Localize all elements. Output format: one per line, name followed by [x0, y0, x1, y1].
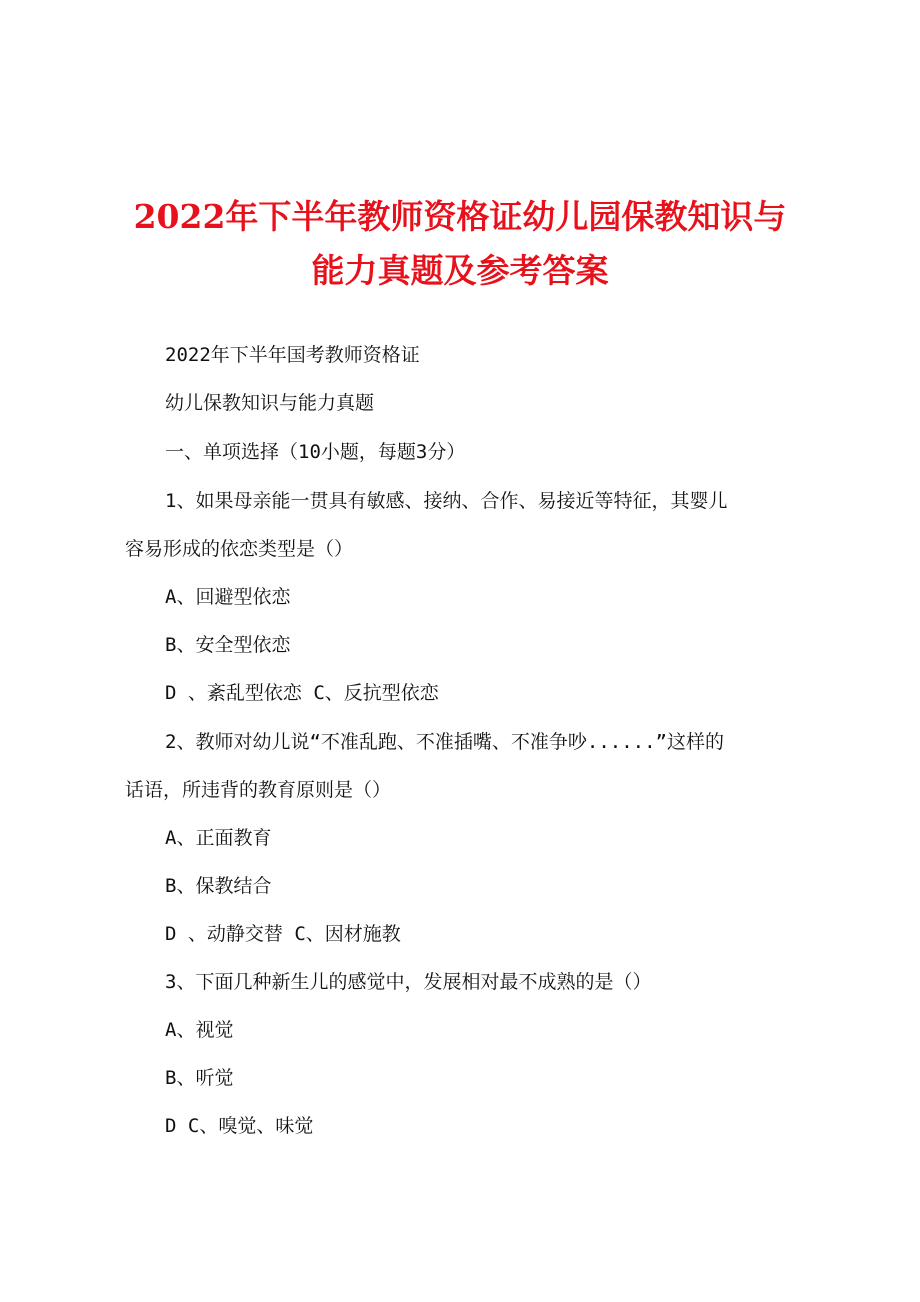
- section-heading: 一、单项选择（10小题，每题3分）: [165, 441, 466, 463]
- question-2-option-b: B、保教结合: [165, 875, 272, 897]
- question-1-option-a: A、回避型依恋: [165, 586, 291, 608]
- question-3-option-d-c: D C、嗅觉、味觉: [165, 1115, 314, 1137]
- question-2-option-a: A、正面教育: [165, 827, 272, 849]
- question-1-option-d-c: D 、紊乱型依恋 C、反抗型依恋: [165, 682, 439, 704]
- question-3-option-a: A、视觉: [165, 1019, 234, 1041]
- question-2-option-d-c: D 、动静交替 C、因材施教: [165, 923, 401, 945]
- question-1: 1、如果母亲能一贯具有敏感、接纳、合作、易接近等特征，其婴儿: [165, 490, 728, 512]
- subtitle-subject: 幼儿保教知识与能力真题: [165, 392, 375, 414]
- question-1-option-b: B、安全型依恋: [165, 634, 291, 656]
- document-title-line-2: 能力真题及参考答案: [311, 251, 609, 290]
- subtitle-exam: 2022年下半年国考教师资格证: [165, 344, 420, 366]
- question-1-continued: 容易形成的依恋类型是（）: [125, 538, 354, 560]
- question-3: 3、下面几种新生儿的感觉中，发展相对最不成熟的是（）: [165, 971, 652, 993]
- question-2-continued: 话语，所违背的教育原则是（）: [125, 779, 392, 801]
- question-2: 2、教师对幼儿说“不准乱跑、不准插嘴、不准争吵......”这样的: [165, 731, 724, 753]
- question-3-option-b: B、听觉: [165, 1067, 234, 1089]
- document-title-line-1: 2022年下半年教师资格证幼儿园保教知识与: [133, 197, 787, 236]
